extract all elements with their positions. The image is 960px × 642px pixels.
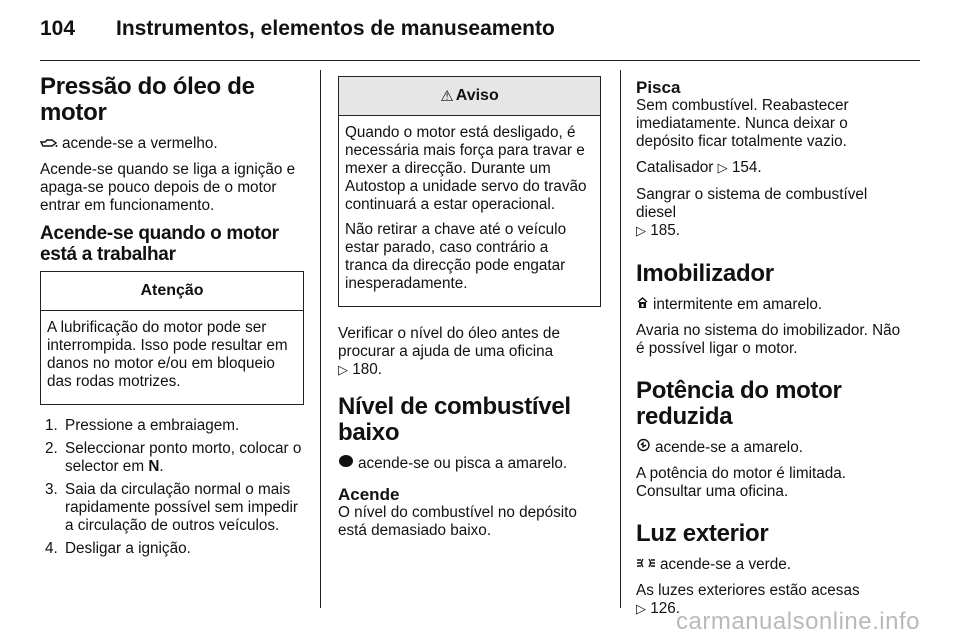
steps-list bbox=[40, 417, 304, 558]
header-rule bbox=[40, 60, 920, 61]
column-3 bbox=[636, 78, 906, 627]
column-2 bbox=[338, 76, 601, 548]
list-item: 3. Saia da circulação normal o mais rapidamente possível sem impedir a circulação de outros veículos. bbox=[45, 481, 298, 534]
warning-triangle-icon: ⚠ bbox=[440, 87, 454, 105]
paragraph: Sangrar o sistema de combustível diesel ▷ 185. bbox=[636, 186, 868, 239]
reference-arrow-icon: ▷ bbox=[717, 161, 728, 176]
symbol-line: acende-se a verde. bbox=[636, 555, 906, 574]
paragraph: As luzes exteriores estão acesas ▷ 126. bbox=[636, 582, 860, 617]
reference-arrow-icon: ▷ bbox=[338, 363, 348, 378]
section-heading: Luz exterior bbox=[636, 520, 769, 547]
reference-arrow-icon: ▷ bbox=[636, 224, 646, 239]
paragraph: A potência do motor é limitada. Consultar uma oficina. bbox=[636, 465, 847, 500]
box-text: Não retirar a chave até o veículo estar parado, caso contrário a tranca da direcção pode engatar inesperadamente. bbox=[345, 221, 567, 292]
paragraph: Avaria no sistema do imobilizador. Não é possível ligar o motor. bbox=[636, 322, 901, 357]
section-heading: Nível de combustível baixo bbox=[338, 393, 571, 446]
symbol-line: acende-se a amarelo. bbox=[636, 438, 906, 457]
section-heading: Imobilizador bbox=[636, 260, 774, 287]
paragraph: O nível do combustível no depósito está demasiado baixo. bbox=[338, 504, 577, 539]
symbol-line: acende-se ou pisca a amarelo. bbox=[338, 454, 601, 473]
column-divider bbox=[320, 70, 321, 608]
exterior-light-icon bbox=[636, 555, 656, 573]
symbol-line: acende-se a vermelho. bbox=[40, 134, 304, 153]
warning-box bbox=[338, 76, 601, 307]
column-1 bbox=[40, 74, 304, 563]
fuel-dot-icon bbox=[338, 454, 354, 472]
paragraph: Verificar o nível do óleo antes de procurar a ajuda de uma oficina ▷ 180. bbox=[338, 325, 560, 378]
subsection-heading: Acende bbox=[338, 485, 400, 504]
page-reference[interactable]: 126. bbox=[650, 600, 681, 617]
box-title: Aviso bbox=[455, 87, 499, 104]
page-header bbox=[40, 12, 555, 46]
list-item: 1. Pressione a embraiagem. bbox=[45, 417, 240, 434]
list-item: 2. Seleccionar ponto morto, colocar o selector em N. bbox=[45, 440, 302, 475]
box-text: A lubrificação do motor pode ser interrompida. Isso pode resultar em danos no motor e/ou em bloqueio das rodas motrizes. bbox=[47, 319, 288, 390]
reduced-power-icon bbox=[636, 438, 651, 456]
attention-box bbox=[40, 271, 304, 405]
box-title: Atenção bbox=[41, 272, 303, 311]
immobilizer-icon bbox=[636, 295, 649, 313]
box-text: Quando o motor está desligado, é necessária mais força para travar e mexer a direcção. Durante um Autostop a unidade servo do travão continuará a estar operacional. bbox=[345, 124, 587, 213]
paragraph: Acende-se quando se liga a ignição e apaga-se pouco depois de o motor entrar em funcionamento. bbox=[40, 161, 296, 214]
page-reference[interactable]: 180. bbox=[352, 361, 383, 378]
page-reference[interactable]: 185. bbox=[650, 222, 681, 239]
page-reference[interactable]: 154. bbox=[731, 159, 762, 176]
subsection-heading: Acende-se quando o motor está a trabalhar bbox=[40, 223, 279, 265]
column-divider bbox=[620, 70, 621, 608]
paragraph: Catalisador ▷ 154. bbox=[636, 159, 762, 176]
section-heading: Potência do motor reduzida bbox=[636, 377, 842, 430]
box-header bbox=[339, 77, 600, 116]
subsection-heading: Pisca bbox=[636, 78, 681, 97]
watermark: carmanualsonline.info bbox=[676, 608, 920, 635]
reference-arrow-icon: ▷ bbox=[636, 602, 646, 617]
symbol-line: intermitente em amarelo. bbox=[636, 295, 906, 314]
page-number: 104 bbox=[40, 17, 76, 40]
section-heading: Pressão do óleo de motor bbox=[40, 73, 255, 126]
list-item: 4. Desligar a ignição. bbox=[45, 540, 191, 557]
paragraph: Sem combustível. Reabastecer imediatamente. Nunca deixar o depósito ficar totalmente vazio. bbox=[636, 97, 849, 150]
oil-can-icon bbox=[40, 134, 58, 152]
page-title: Instrumentos, elementos de manuseamento bbox=[116, 17, 555, 40]
